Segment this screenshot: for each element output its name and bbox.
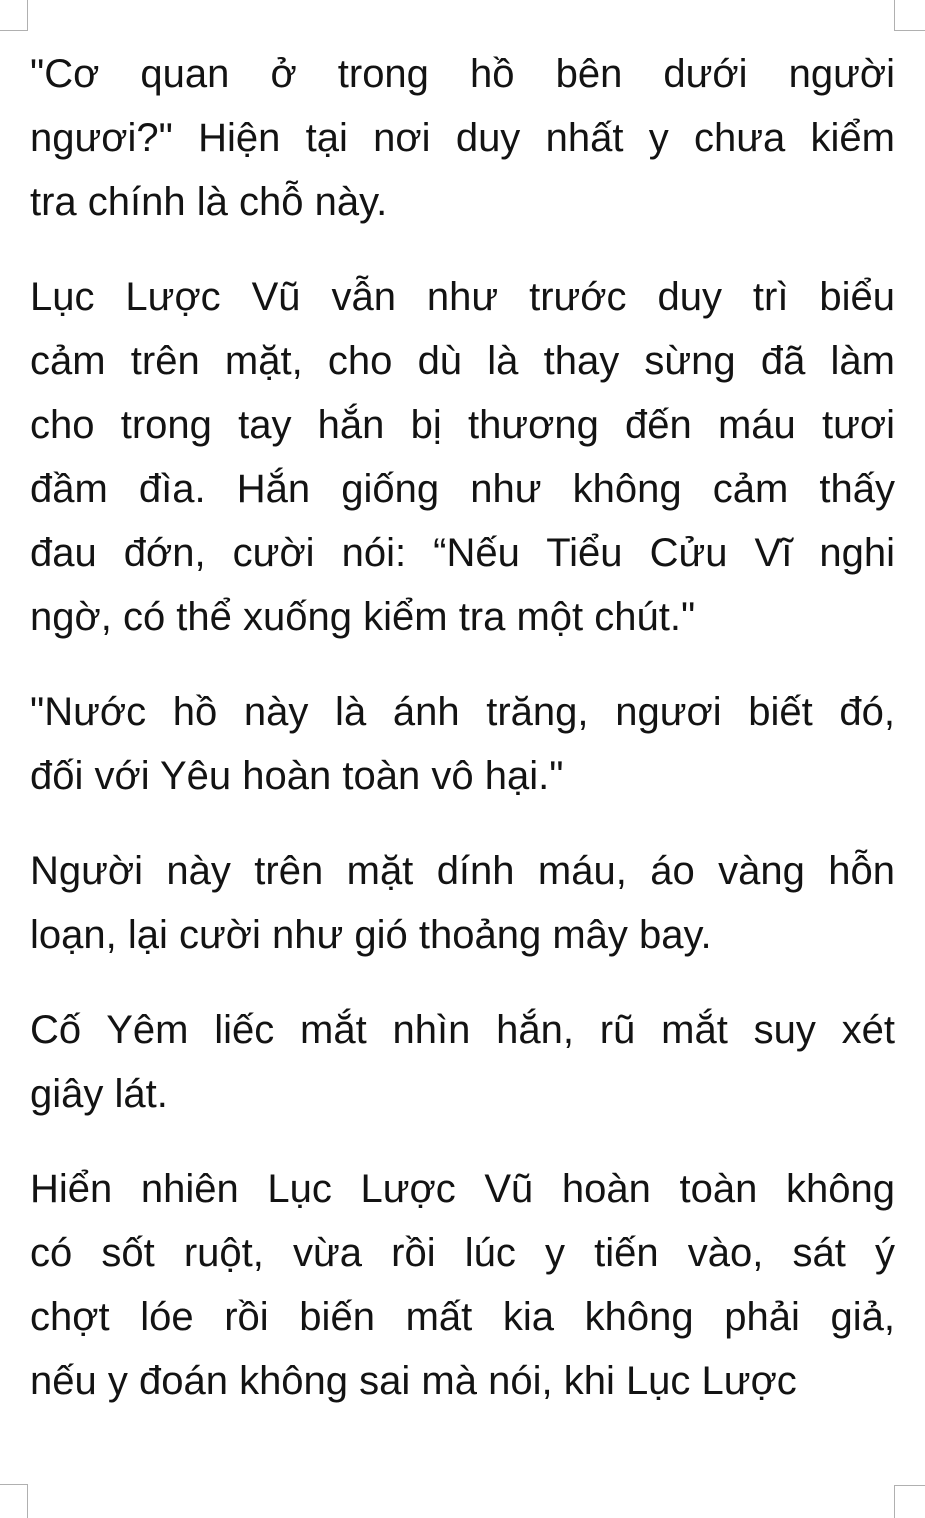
text-line: "Nước hồ này là ánh trăng, ngươi biết đó, bbox=[30, 690, 895, 734]
text-line: đối với Yêu hoàn toàn vô hại." bbox=[30, 754, 564, 798]
paragraph bbox=[30, 680, 895, 808]
text-line: có sốt ruột, vừa rồi lúc y tiến vào, sát ý bbox=[30, 1231, 895, 1275]
text-line: Cố Yêm liếc mắt nhìn hắn, rũ mắt suy xét bbox=[30, 1008, 895, 1052]
paragraph bbox=[30, 839, 895, 967]
page-corner-mark-bottom-left bbox=[0, 1484, 28, 1518]
text-line: loạn, lại cười như gió thoảng mây bay. bbox=[30, 913, 712, 957]
paragraph bbox=[30, 998, 895, 1126]
text-line: giây lát. bbox=[30, 1072, 168, 1116]
text-line: Hiển nhiên Lục Lược Vũ hoàn toàn không bbox=[30, 1167, 895, 1211]
text-line: cảm trên mặt, cho dù là thay sừng đã làm bbox=[30, 339, 895, 383]
paragraph bbox=[30, 42, 895, 234]
text-line: Lục Lược Vũ vẫn như trước duy trì biểu bbox=[30, 275, 895, 319]
text-line: tra chính là chỗ này. bbox=[30, 180, 388, 224]
text-line: cho trong tay hắn bị thương đến máu tươi bbox=[30, 403, 895, 447]
text-line: chợt lóe rồi biến mất kia không phải giả, bbox=[30, 1295, 895, 1339]
text-line: Người này trên mặt dính máu, áo vàng hỗn bbox=[30, 849, 895, 893]
text-line: ngờ, có thể xuống kiểm tra một chút." bbox=[30, 595, 696, 639]
page-corner-mark-top-left bbox=[0, 0, 28, 31]
text-line: đau đớn, cười nói: “Nếu Tiểu Cửu Vĩ nghi bbox=[30, 531, 895, 575]
page-corner-mark-top-right bbox=[894, 0, 925, 31]
text-line: nếu y đoán không sai mà nói, khi Lục Lược bbox=[30, 1359, 797, 1403]
text-line: "Cơ quan ở trong hồ bên dưới người bbox=[30, 52, 895, 96]
paragraph bbox=[30, 265, 895, 649]
text-line: đầm đìa. Hắn giống như không cảm thấy bbox=[30, 467, 895, 511]
text-line: ngươi?" Hiện tại nơi duy nhất y chưa kiểm bbox=[30, 116, 895, 160]
paragraph bbox=[30, 1157, 895, 1413]
page-corner-mark-bottom-right bbox=[894, 1485, 925, 1518]
